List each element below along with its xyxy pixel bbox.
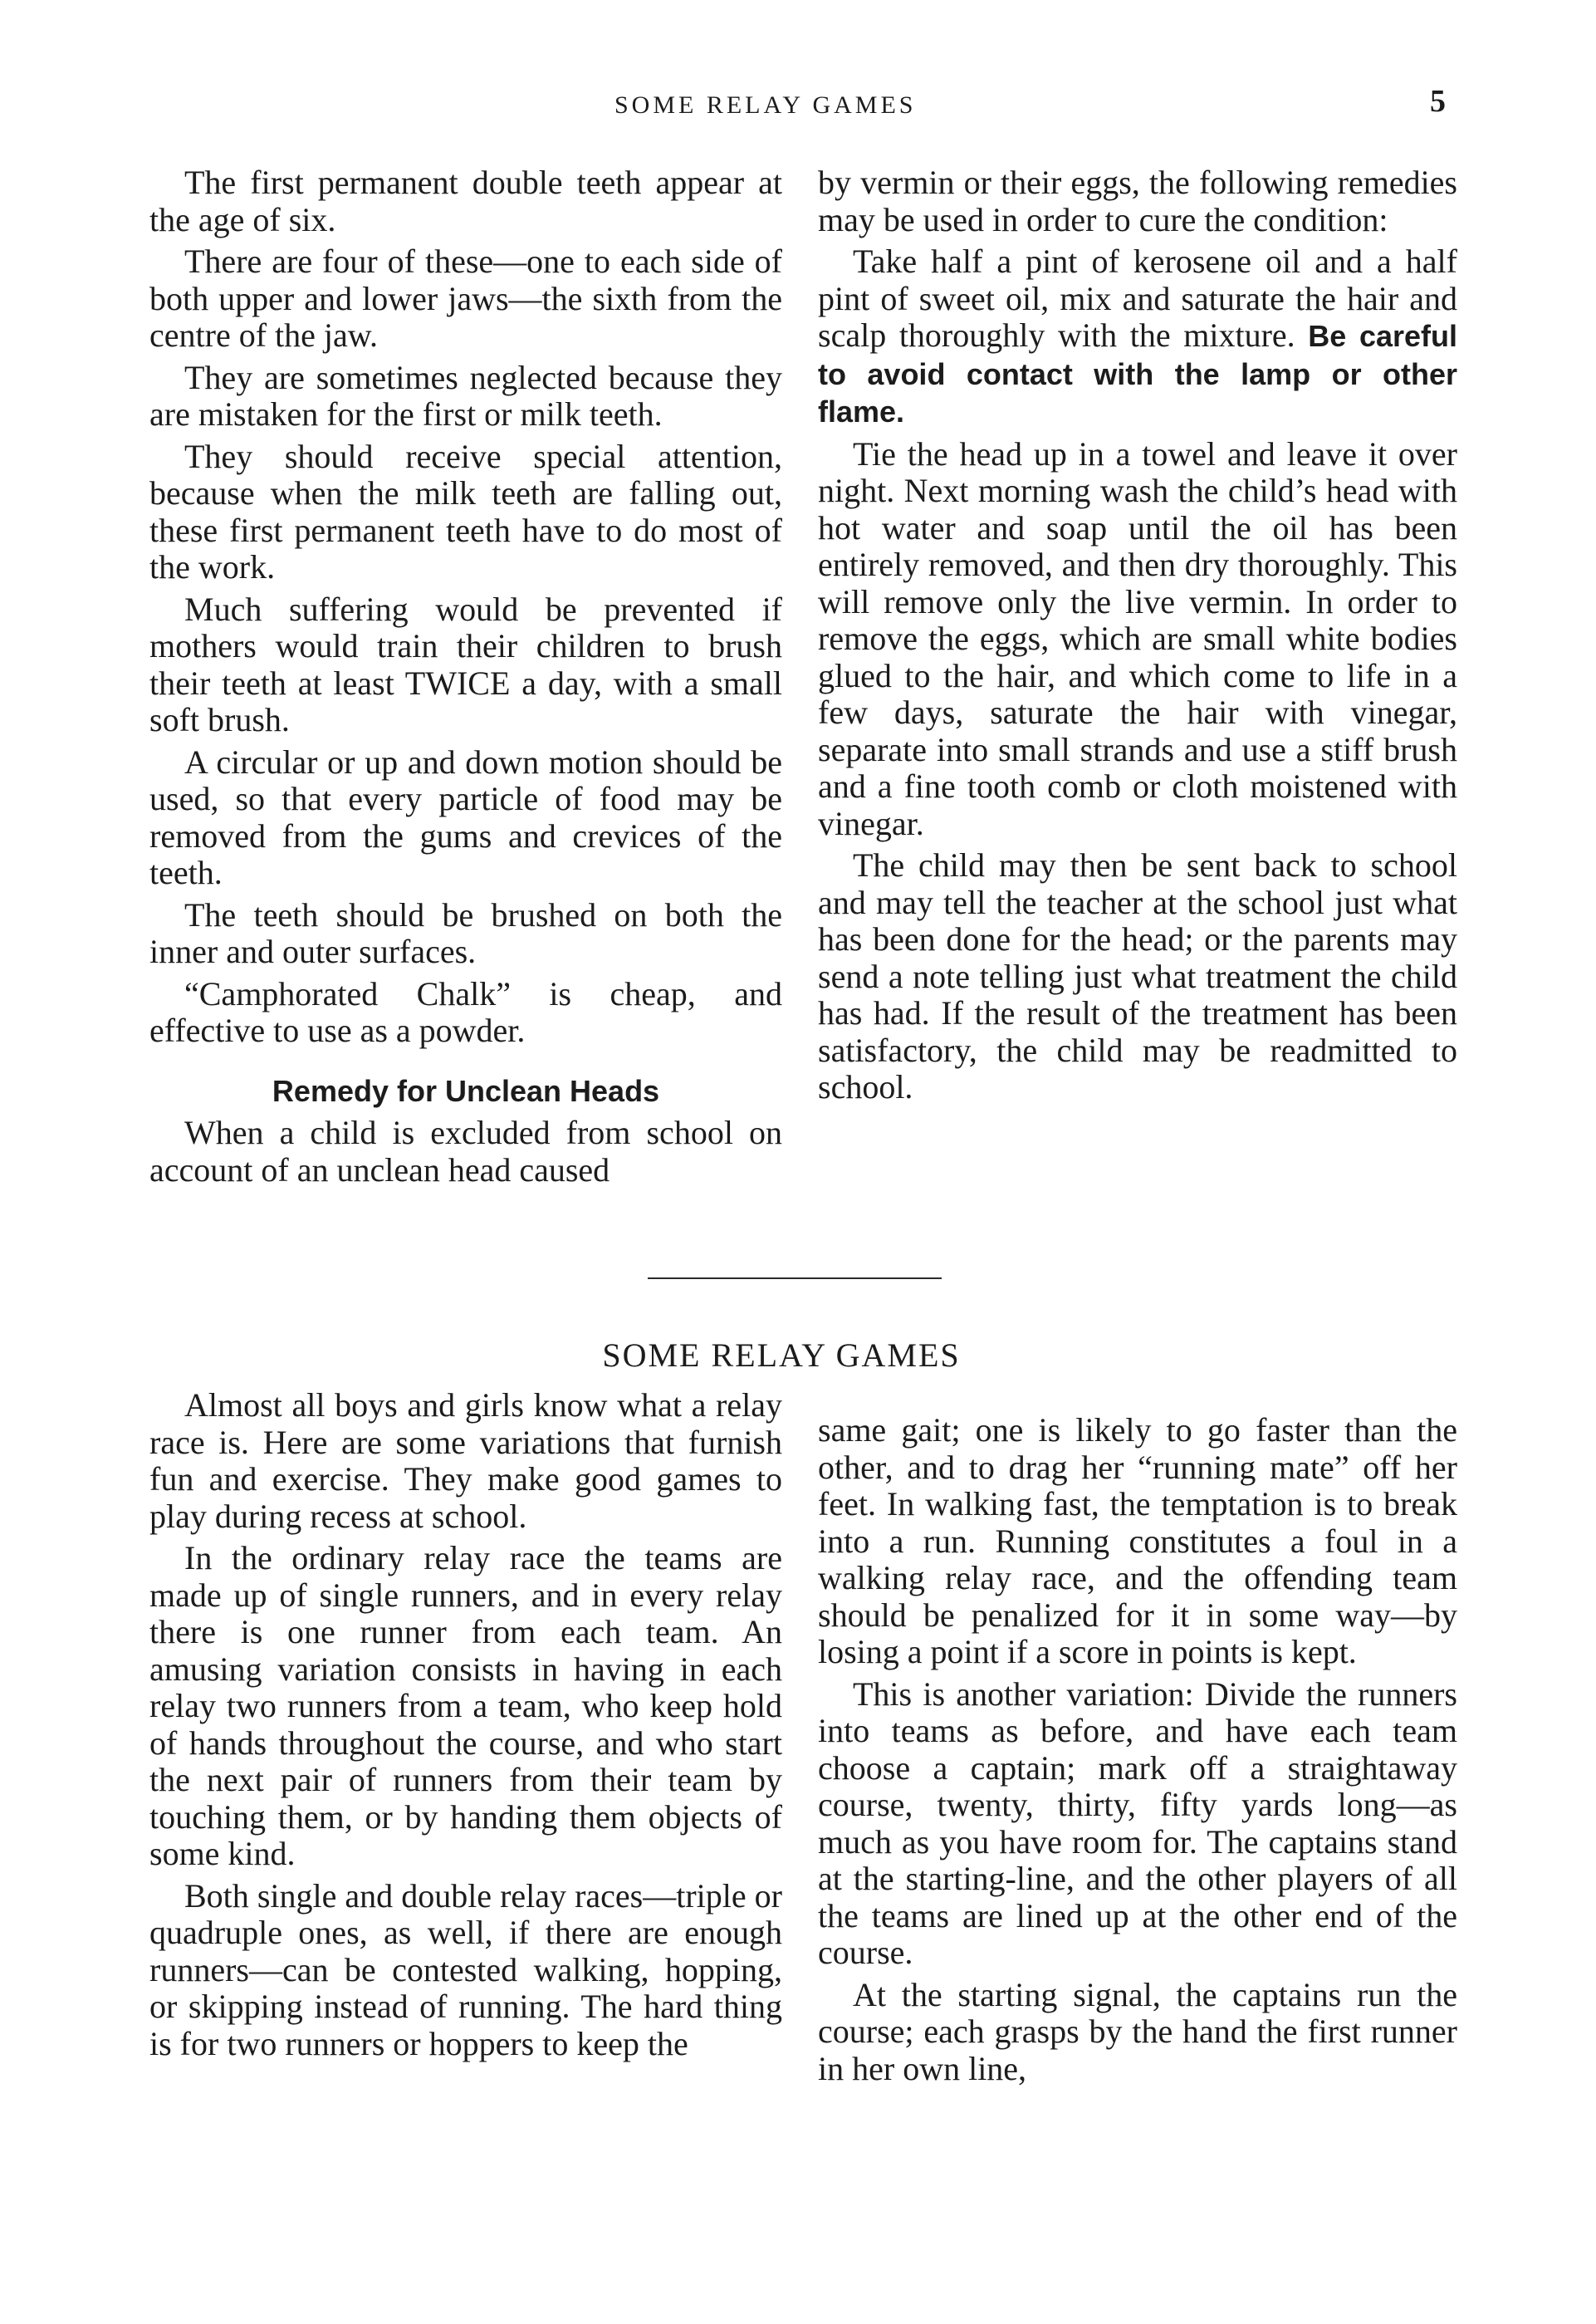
section-divider (648, 1277, 942, 1279)
running-head (0, 83, 1596, 133)
unclean-heads-intro: When a child is excluded from school on account of an unclean head caused (149, 1114, 782, 1189)
relay-heading-text: SOME RELAY GAMES (602, 1336, 961, 1374)
remedy-paragraph (818, 243, 1457, 431)
relay-paragraph: same gait; one is likely to go faster than the other, and to drag her “running mate” off her feet. In walking fast, the temptation is to break into a run. Running constitutes a foul in a walking relay race, and the offending team should be penalized for it in some way—by losing a point if a score in points is kept. (818, 1411, 1457, 1670)
relay-heading (0, 1336, 1596, 1375)
relay-paragraph: Almost all boys and girls know what a relay race is. Here are some variations that furnish fun and exercise. They make good games to play during recess at school. (149, 1386, 782, 1535)
teeth-paragraph: “Camphorated Chalk” is cheap, and effective to use as a powder. (149, 974, 782, 1049)
remedy-column (818, 164, 1457, 1111)
teeth-paragraph: The first permanent double teeth appear at the age of six. (149, 164, 782, 238)
relay-left-column (149, 1387, 782, 2067)
remedy-text: Take half a pint of kerosene oil and a half pint of sweet oil, mix and saturate the hair and scalp thoroughly with the mixture. (818, 243, 1457, 354)
remedy-paragraph: The child may then be sent back to school and may tell the teacher at the school just what has been done for the head; or the parents may send a note telling just what treatment the child has had. If the result of the treatment has been satisfactory, the child may be readmitted to school. (818, 846, 1457, 1106)
page-number: 5 (1430, 84, 1446, 119)
remedy-paragraph: by vermin or their eggs, the following remedies may be used in order to cure the condition: (818, 164, 1457, 238)
relay-paragraph: This is another variation: Divide the runners into teams as before, and have each team choose a captain; mark off a straightaway course, twenty, thirty, fifty yards long—as much as you have room for. The captains stand at the starting-line, and the other players of all the teams are lined up at the other end of the course. (818, 1674, 1457, 1971)
running-title: SOME RELAY GAMES (614, 91, 917, 119)
relay-paragraph: Both single and double relay races—triple or quadruple ones, as well, if there are enough runners—can be contested walking, hopping, or skipping instead of running. The hard thing is for two runners or hoppers to keep the (149, 1876, 782, 2062)
teeth-paragraph: Much suffering would be prevented if mothers would train their children to brush their teeth at least TWICE a day, with a small soft brush. (149, 590, 782, 738)
teeth-paragraph: There are four of these—one to each side of both upper and lower jaws—the sixth from the centre of the jaw. (149, 243, 782, 354)
teeth-column (149, 164, 782, 1194)
relay-paragraph: At the starting signal, the captains run the course; each grasps by the hand the first runner in her own line, (818, 1975, 1457, 2087)
flame-warning: Be careful to avoid contact with the lamp or other flame. (818, 319, 1458, 429)
teeth-paragraph: They are sometimes neglected because they are mistaken for the first or milk teeth. (149, 358, 782, 433)
teeth-paragraph: The teeth should be brushed on both the inner and outer surfaces. (149, 895, 782, 970)
teeth-paragraph: They should receive special attention, because when the milk teeth are falling out, these first permanent teeth have to do most of the work. (149, 437, 782, 586)
unclean-heads-heading: Remedy for Unclean Heads (272, 1073, 660, 1108)
remedy-paragraph: Tie the head up in a towel and leave it over night. Next morning wash the child’s head with hot water and soap until the oil has been entirely removed, and then dry thoroughly. This will remove only the live vermin. In order to remove the eggs, which are small white bodies glued to the hair, and which come to life in a few days, saturate the hair with vinegar, separate into small strands and use a stiff brush and a fine tooth comb or cloth moistened with vinegar. (818, 434, 1457, 842)
relay-right-column (818, 1412, 1457, 2092)
teeth-paragraph: A circular or up and down motion should be used, so that every particle of food may be removed from the gums and crevices of the teeth. (149, 743, 782, 891)
relay-paragraph: In the ordinary relay race the teams are made up of single runners, and in every relay there is one runner from each team. An amusing variation consists in having in each relay two runners from a team, who keep hold of hands throughout the course, and who start the next pair of runners from their team by touching them, or by handing them objects of some kind. (149, 1539, 782, 1872)
